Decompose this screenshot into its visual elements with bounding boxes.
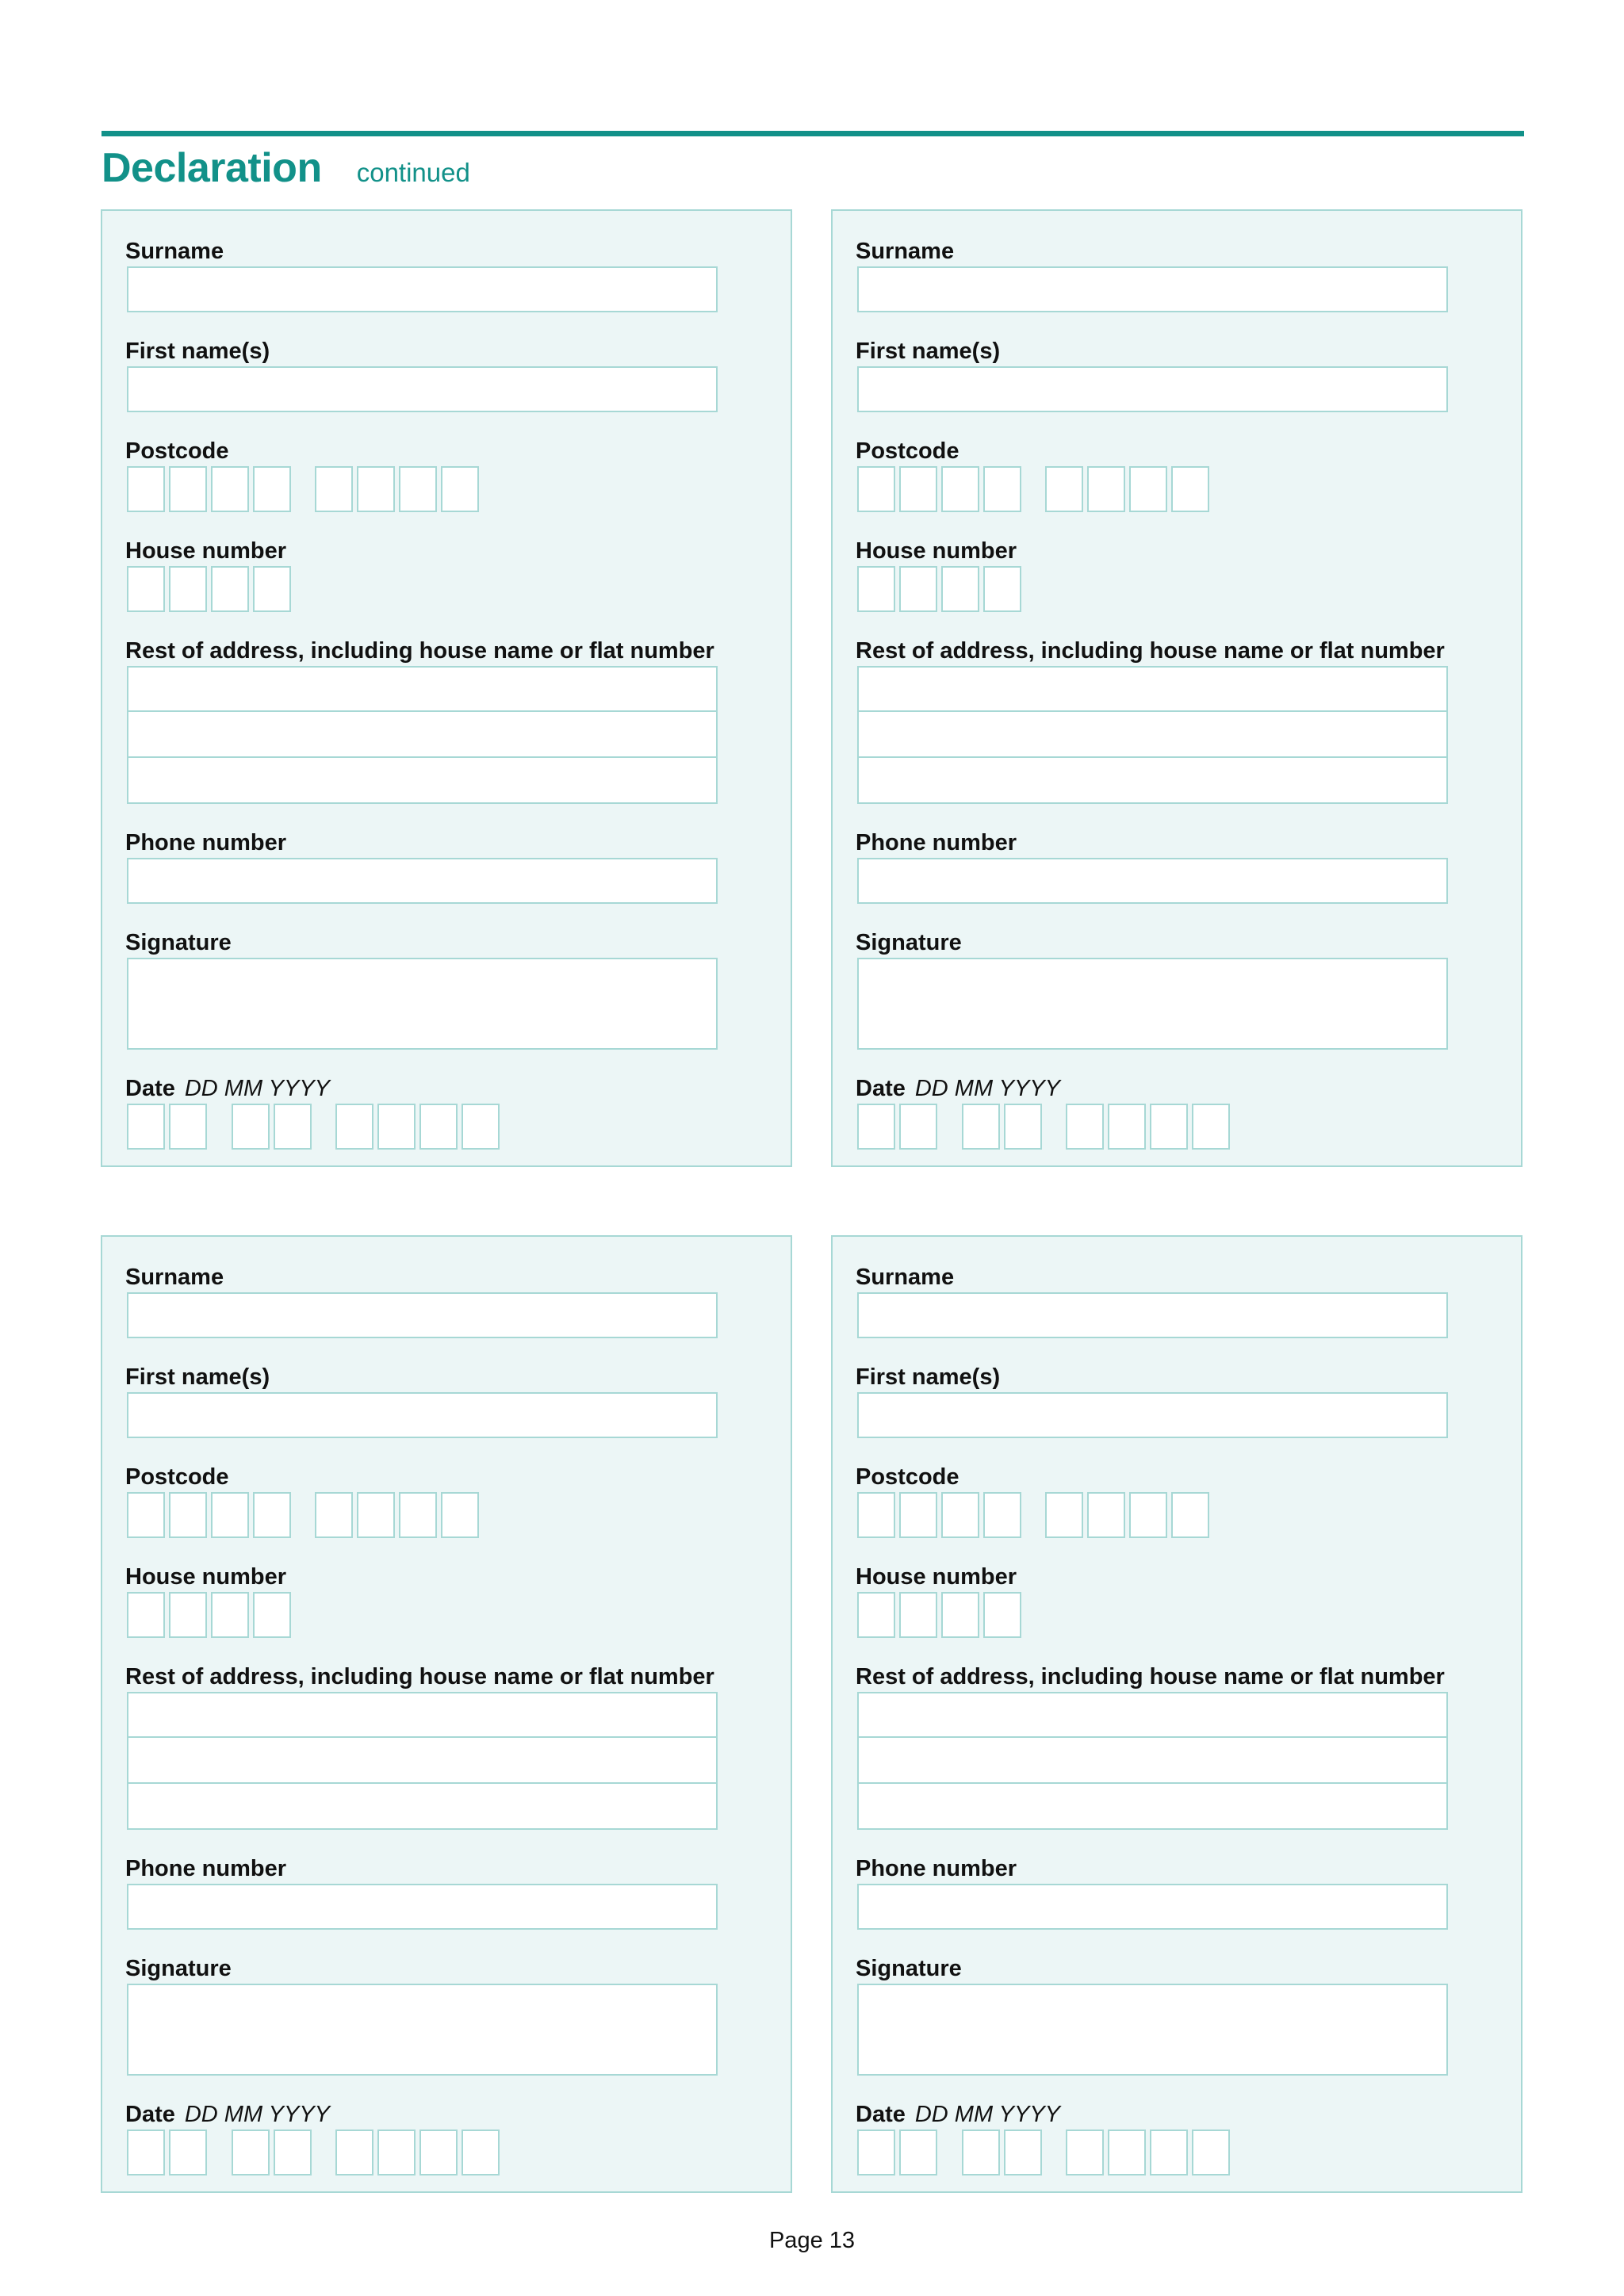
date-cell[interactable] [335, 2130, 373, 2175]
date-cell[interactable] [232, 1104, 270, 1150]
first-names-field[interactable] [857, 366, 1448, 412]
house-number-label: House number [856, 1564, 1017, 1590]
house-number-cell[interactable] [127, 1592, 165, 1638]
date-cell[interactable] [1192, 2130, 1230, 2175]
address-line-1-field[interactable] [127, 666, 718, 712]
postcode-cell[interactable] [1171, 466, 1209, 512]
postcode-label: Postcode [125, 438, 229, 464]
postcode-cell[interactable] [857, 1492, 895, 1538]
date-cell[interactable] [335, 1104, 373, 1150]
address-label: Rest of address, including house name or flat number [125, 638, 714, 664]
first-names-label: First name(s) [856, 1364, 1001, 1390]
address-label: Rest of address, including house name or flat number [856, 638, 1445, 664]
postcode-cell[interactable] [857, 466, 895, 512]
date-cell[interactable] [1108, 2130, 1146, 2175]
date-cell[interactable] [377, 2130, 416, 2175]
surname-label: Surname [125, 1265, 224, 1290]
postcode-cell[interactable] [315, 1492, 353, 1538]
surname-field[interactable] [857, 1292, 1448, 1338]
date-cell[interactable] [1150, 1104, 1188, 1150]
address-line-3-field[interactable] [127, 1782, 718, 1830]
postcode-label: Postcode [125, 1464, 229, 1490]
date-format-hint: DD MM YYYY [184, 1076, 331, 1101]
house-number-cell[interactable] [169, 566, 207, 612]
phone-number-field[interactable] [127, 1884, 718, 1930]
address-line-1-field[interactable] [127, 1692, 718, 1738]
house-number-cell[interactable] [941, 1592, 979, 1638]
page-number: Page 13 [768, 2228, 856, 2253]
house-number-cell[interactable] [941, 566, 979, 612]
address-line-1-field[interactable] [857, 1692, 1448, 1738]
first-names-label: First name(s) [856, 339, 1001, 364]
date-cell[interactable] [419, 1104, 458, 1150]
date-label [125, 2101, 330, 2128]
address-line-3-field[interactable] [127, 756, 718, 804]
address-line-2-field[interactable] [127, 710, 718, 758]
signature-label: Signature [856, 930, 962, 955]
signature-field[interactable] [127, 1984, 718, 2076]
postcode-cell[interactable] [211, 466, 249, 512]
date-format-hint: DD MM YYYY [184, 2102, 331, 2127]
postcode-cell[interactable] [357, 466, 395, 512]
postcode-cell[interactable] [1045, 466, 1083, 512]
postcode-cell[interactable] [357, 1492, 395, 1538]
first-names-field[interactable] [127, 366, 718, 412]
date-cell[interactable] [377, 1104, 416, 1150]
postcode-cell[interactable] [441, 1492, 479, 1538]
phone-number-label: Phone number [856, 830, 1017, 855]
phone-number-label: Phone number [125, 830, 287, 855]
address-line-2-field[interactable] [857, 1736, 1448, 1784]
postcode-cell[interactable] [1087, 466, 1125, 512]
phone-number-field[interactable] [857, 1884, 1448, 1930]
date-label-text: Date [125, 1076, 175, 1101]
date-cell[interactable] [1108, 1104, 1146, 1150]
date-cell[interactable] [1192, 1104, 1230, 1150]
postcode-cell[interactable] [211, 1492, 249, 1538]
postcode-cell[interactable] [169, 1492, 207, 1538]
house-number-cell[interactable] [211, 566, 249, 612]
house-number-cell[interactable] [899, 1592, 937, 1638]
surname-field[interactable] [127, 266, 718, 312]
address-label: Rest of address, including house name or flat number [856, 1664, 1445, 1689]
date-label-text: Date [856, 1076, 906, 1101]
date-cell[interactable] [127, 1104, 165, 1150]
declaration-panel-3 [101, 1235, 792, 2193]
top-rule [102, 131, 1524, 136]
date-cell[interactable] [899, 1104, 937, 1150]
first-names-label: First name(s) [125, 1364, 270, 1390]
date-format-hint: DD MM YYYY [914, 2102, 1061, 2127]
postcode-label: Postcode [856, 1464, 959, 1490]
signature-label: Signature [856, 1956, 962, 1981]
house-number-cell[interactable] [899, 566, 937, 612]
page-heading [102, 144, 470, 195]
signature-label: Signature [125, 1956, 232, 1981]
first-names-label: First name(s) [125, 339, 270, 364]
date-cell[interactable] [857, 2130, 895, 2175]
date-label [856, 2101, 1060, 2128]
phone-number-field[interactable] [857, 858, 1448, 904]
date-cell[interactable] [1004, 1104, 1042, 1150]
house-number-cell[interactable] [857, 566, 895, 612]
postcode-cell[interactable] [899, 1492, 937, 1538]
date-cell[interactable] [169, 2130, 207, 2175]
date-cell[interactable] [232, 2130, 270, 2175]
date-cell[interactable] [1150, 2130, 1188, 2175]
surname-field[interactable] [127, 1292, 718, 1338]
first-names-field[interactable] [857, 1392, 1448, 1438]
surname-label: Surname [856, 1265, 955, 1290]
address-line-3-field[interactable] [857, 1782, 1448, 1830]
address-line-1-field[interactable] [857, 666, 1448, 712]
house-number-cell[interactable] [983, 566, 1021, 612]
date-cell[interactable] [274, 2130, 312, 2175]
postcode-cell[interactable] [1129, 466, 1167, 512]
date-label [856, 1075, 1060, 1102]
page-title: Declaration [102, 145, 322, 191]
date-cell[interactable] [899, 2130, 937, 2175]
house-number-label: House number [856, 538, 1017, 564]
date-cell[interactable] [1066, 1104, 1104, 1150]
postcode-cell[interactable] [127, 1492, 165, 1538]
phone-number-label: Phone number [125, 1856, 287, 1881]
postcode-cell[interactable] [1171, 1492, 1209, 1538]
date-cell[interactable] [857, 1104, 895, 1150]
address-line-2-field[interactable] [127, 1736, 718, 1784]
house-number-label: House number [125, 1564, 287, 1590]
date-cell[interactable] [462, 1104, 500, 1150]
postcode-cell[interactable] [983, 466, 1021, 512]
address-label: Rest of address, including house name or flat number [125, 1664, 714, 1689]
house-number-cell[interactable] [983, 1592, 1021, 1638]
phone-number-field[interactable] [127, 858, 718, 904]
postcode-label: Postcode [856, 438, 959, 464]
postcode-cell[interactable] [941, 466, 979, 512]
postcode-cell[interactable] [1087, 1492, 1125, 1538]
house-number-cell[interactable] [211, 1592, 249, 1638]
declaration-panel-2 [831, 209, 1522, 1167]
postcode-cell[interactable] [899, 466, 937, 512]
date-cell[interactable] [462, 2130, 500, 2175]
postcode-cell[interactable] [1129, 1492, 1167, 1538]
postcode-cell[interactable] [253, 1492, 291, 1538]
surname-label: Surname [125, 239, 224, 264]
date-cell[interactable] [274, 1104, 312, 1150]
signature-field[interactable] [857, 958, 1448, 1050]
date-cell[interactable] [127, 2130, 165, 2175]
date-cell[interactable] [419, 2130, 458, 2175]
surname-field[interactable] [857, 266, 1448, 312]
date-label-text: Date [856, 2102, 906, 2127]
declaration-panel-1 [101, 209, 792, 1167]
address-line-3-field[interactable] [857, 756, 1448, 804]
house-number-cell[interactable] [857, 1592, 895, 1638]
phone-number-label: Phone number [856, 1856, 1017, 1881]
postcode-cell[interactable] [983, 1492, 1021, 1538]
page-subtitle: continued [356, 158, 470, 187]
house-number-label: House number [125, 538, 287, 564]
first-names-field[interactable] [127, 1392, 718, 1438]
date-label [125, 1075, 330, 1102]
postcode-cell[interactable] [399, 1492, 437, 1538]
date-cell[interactable] [1066, 2130, 1104, 2175]
signature-field[interactable] [857, 1984, 1448, 2076]
address-line-2-field[interactable] [857, 710, 1448, 758]
declaration-panel-4 [831, 1235, 1522, 2193]
postcode-cell[interactable] [127, 466, 165, 512]
house-number-cell[interactable] [127, 566, 165, 612]
date-cell[interactable] [962, 1104, 1000, 1150]
postcode-cell[interactable] [169, 466, 207, 512]
postcode-cell[interactable] [941, 1492, 979, 1538]
postcode-cell[interactable] [315, 466, 353, 512]
surname-label: Surname [856, 239, 955, 264]
house-number-cell[interactable] [169, 1592, 207, 1638]
date-cell[interactable] [962, 2130, 1000, 2175]
postcode-cell[interactable] [1045, 1492, 1083, 1538]
signature-label: Signature [125, 930, 232, 955]
postcode-cell[interactable] [253, 466, 291, 512]
date-cell[interactable] [169, 1104, 207, 1150]
postcode-cell[interactable] [441, 466, 479, 512]
postcode-cell[interactable] [399, 466, 437, 512]
date-label-text: Date [125, 2102, 175, 2127]
signature-field[interactable] [127, 958, 718, 1050]
date-format-hint: DD MM YYYY [914, 1076, 1061, 1101]
house-number-cell[interactable] [253, 1592, 291, 1638]
house-number-cell[interactable] [253, 566, 291, 612]
date-cell[interactable] [1004, 2130, 1042, 2175]
